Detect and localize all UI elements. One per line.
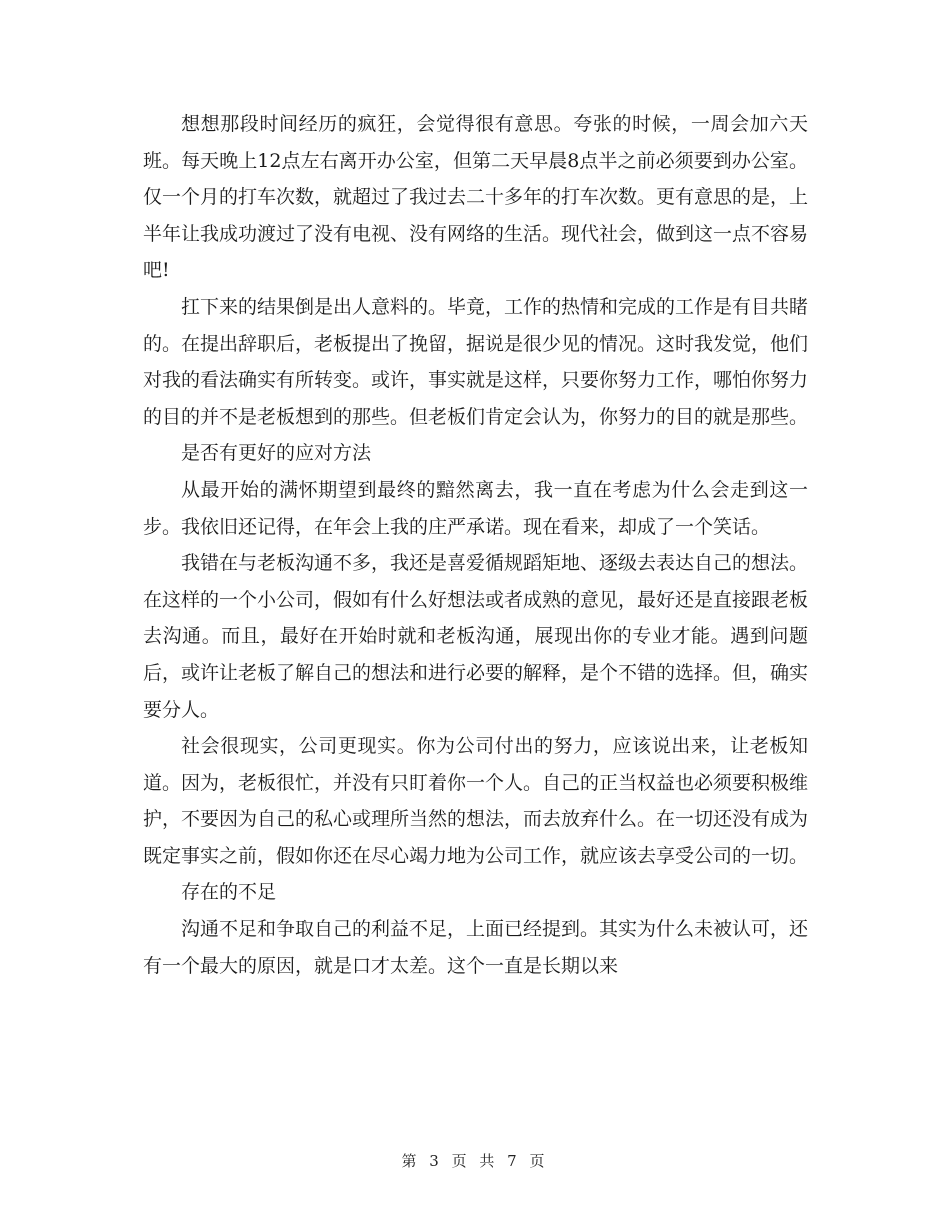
document-body xyxy=(143,106,808,984)
paragraph-5: 社会很现实，公司更现实。你为公司付出的努力，应该说出来，让老板知道。因为，老板很忙，并没有只盯着你一个人。自己的正当权益也必须要积极维护，不要因为自己的私心或理所当然的想法，而去放弃什么。在一切还没有成为既定事实之前，假如你还在尽心竭力地为公司工作，就应该去享受公司的一切。 xyxy=(143,735,809,867)
paragraph-4: 我错在与老板沟通不多，我还是喜爱循规蹈矩地、逐级去表达自己的想法。在这样的一个小公司，假如有什么好想法或者成熟的意见，最好还是直接跟老板去沟通。而且，最好在开始时就和老板沟通，展现出你的专业才能。遇到问题后，或许让老板了解自己的想法和进行必要的解释，是个不错的选择。但，确实要分人。 xyxy=(143,552,809,721)
paragraph-3: 从最开始的满怀期望到最终的黯然离去，我一直在考虑为什么会走到这一步。我依旧还记得，在年会上我的庄严承诺。现在看来，却成了一个笑话。 xyxy=(143,478,808,538)
paragraph-1: 想想那段时间经历的疯狂，会觉得很有意思。夸张的时候，一周会加六天班。每天晚上12点左右离开办公室，但第二天早晨8点半之前必须要到办公室。仅一个月的打车次数，就超过了我过去二十多年的打车次数。更有意思的是，上半年让我成功渡过了没有电视、没有网络的生活。现代社会，做到这一点不容易吧! xyxy=(143,113,809,282)
page-number-footer: 第 3 页 共 7 页 xyxy=(401,1152,549,1170)
section-heading-better-approach: 是否有更好的应对方法 xyxy=(181,442,372,465)
paragraph-2: 扛下来的结果倒是出人意料的。毕竟，工作的热情和完成的工作是有目共睹的。在提出辞职后，老板提出了挽留，据说是很少见的情况。这时我发觉，他们对我的看法确实有所转变。或许，事实就是这样，只要你努力工作，哪怕你努力的目的并不是老板想到的那些。但老板们肯定会认为，你努力的目的就是那些。 xyxy=(143,295,809,428)
paragraph-6: 沟通不足和争取自己的利益不足，上面已经提到。其实为什么未被认可，还有一个最大的原因，就是口才太差。这个一直是长期以来 xyxy=(143,918,809,977)
section-heading-shortcomings: 存在的不足 xyxy=(181,881,277,904)
